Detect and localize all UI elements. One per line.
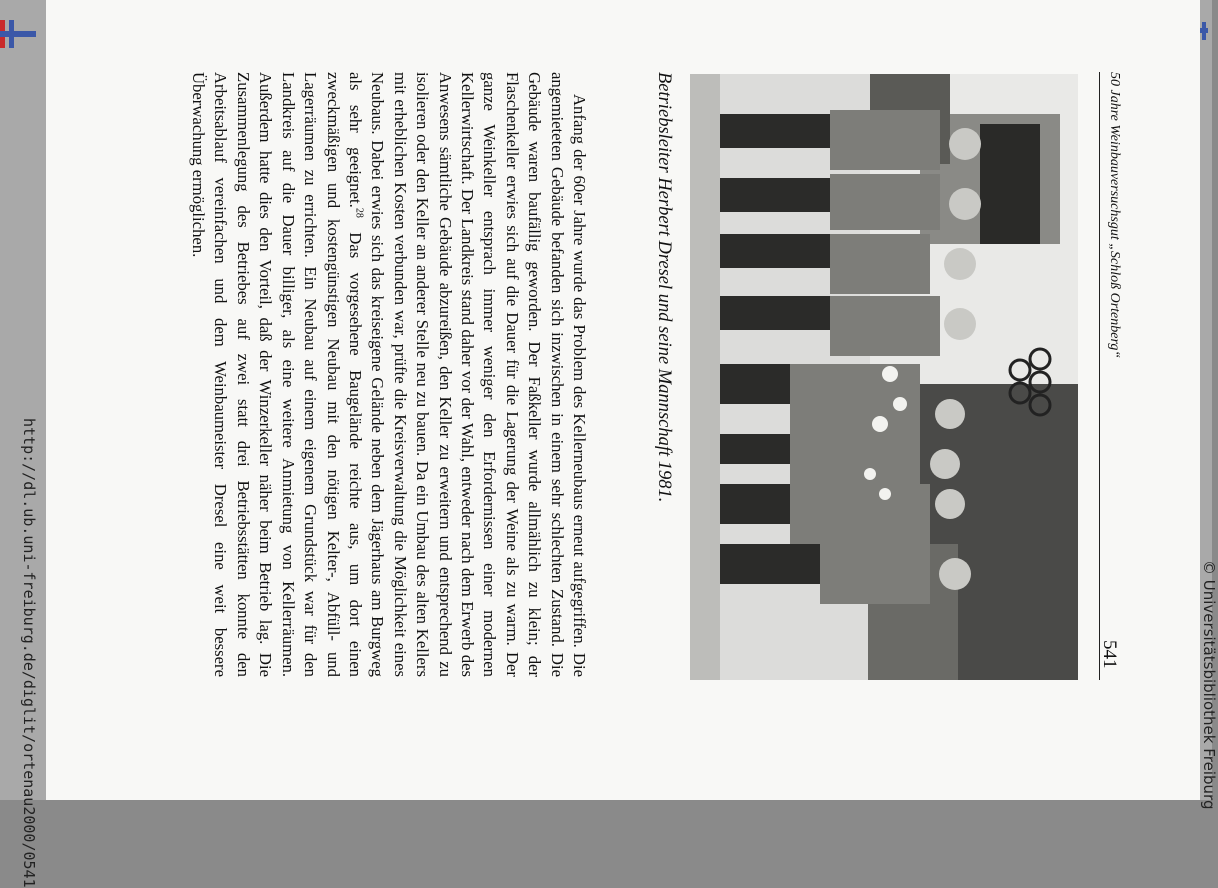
team-photo-drawing (690, 74, 1078, 680)
header-rule (1099, 72, 1100, 680)
body-text-part-2: Das vorgesehene Baugelände reichte aus, um dort einen zweckmäßigen und kostengünstigen Neubau mit den nötigen Kelter-, Abfüll- und Lagerräumen zu errichten. Ein Neubau auf einem eigenem Grundstück war für den Landkreis auf die Dauer billiger, als eine weitere Anmietung von Kellerräumen. Außerdem hatte dies den Vorteil, daß der Winzerkeller näher beim Betrieb lag. Die Zusammenlegung des Betriebes auf zwei statt drei Betriebsstätten konnte den Arbeitsablauf vereinfachen und dem Weinbaumeister Dresel eine weit bessere Überwachung ermöglichen. (189, 72, 365, 677)
viewer-right-margin (1200, 0, 1218, 810)
scan-color-marker-right (1200, 22, 1212, 42)
body-text-part-1: Anfang der 60er Jahre wurde das Problem des Kellerneubaus erneut aufgegriffen. Die angemieteten Gebäude befanden sich inzwischen in einem sehr schlechten Zustand. Die Gebäude waren baufällig geworden. Der Faßkeller wurde allmählich zu klein; der Flaschenkeller erwies sich auf die Dauer für die Lagerung der Weine als zu warm. Der ganze Weinkeller entsprach immer weniger den Erfordernissen einer modernen Kellerwirtschaft. Der Landkreis stand daher vor der Wahl, entweder nach dem Erwerb des Anwesens sämtliche Gebäude abzureißen, den Keller zu erweitern und entsprechend zu isolieren oder den Keller an anderer Stelle neu zu bauen. Da ein Umbau des alten Kellers mit erheblichen Kosten verbunden war, prüfte die Kreisverwaltung die Möglichkeit eines Neubaus. Dabei erwies sich das kreiseigene Gelände neben dem Jägerhaus am Burgweg als sehr geeignet. (345, 72, 589, 677)
viewer-left-margin (0, 0, 46, 888)
copyright-label: © Universitätsbibliothek Freiburg (1200, 560, 1218, 810)
scanned-book-page (46, 0, 1200, 800)
footnote-reference: 28 (353, 207, 365, 218)
source-url-label: http://dl.ub.uni-freiburg.de/diglit/ortenau2000/0541 (20, 418, 38, 888)
page-number: 541 (1099, 640, 1120, 669)
running-head: 50 Jahre Weinbauversuchsgut „Schloß Ortenberg“ (1107, 72, 1122, 359)
scan-color-marker-left (0, 20, 40, 50)
photo-caption: Betriebsleiter Herbert Dresel und seine Mannschaft 1981. (654, 72, 674, 503)
body-text (187, 72, 590, 677)
team-photo (690, 74, 1078, 680)
body-paragraph (187, 72, 590, 677)
